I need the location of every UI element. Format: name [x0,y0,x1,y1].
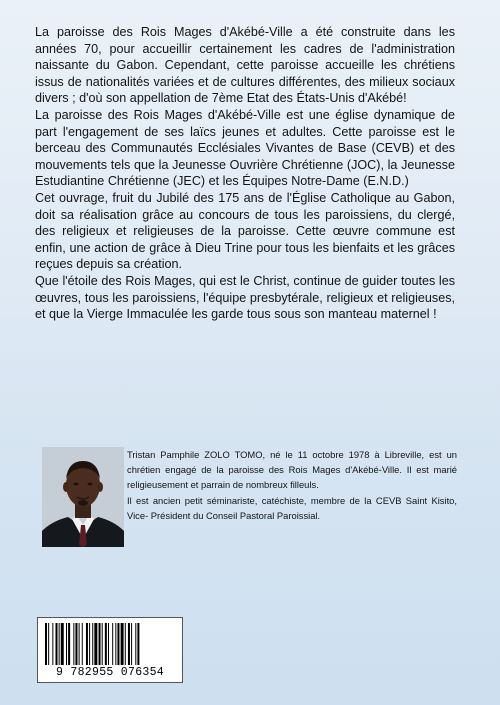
barcode-bar [59,623,60,665]
isbn-barcode [37,617,183,683]
barcode-bar [48,623,49,665]
bio-paragraph-1: Tristan Pamphile ZOLO TOMO, né le 11 octobre 1978 à Libreville, est un chrétien engagé de la paroisse des Rois Mages d'Akébé-Ville. Il est marié religieusement et parrain de nombreux filleuls. [127,449,457,491]
barcode-bar [45,623,47,665]
barcode-bar [61,623,64,665]
barcode-bar [52,623,53,665]
barcode-digits: 9 782955 076354 [55,666,165,679]
paragraph-jubilee: Cet ouvrage, fruit du Jubilé des 175 ans de l'Église Catholique au Gabon, doit sa réalisation grâce au concours de tous les paroissiens, du clergé, des religieux et religieuses de la paroisse. Cette œuvre commune est enfin, une action de grâce à Dieu Trine pour tous les bienfaits et les grâces reçues depuis sa création. [35,190,455,272]
barcode-bar [125,623,126,665]
barcode-bar [105,623,107,665]
barcode-bar [121,623,124,665]
author-photo [42,447,124,547]
barcode-bar [112,623,113,665]
barcode-bar [79,623,80,665]
barcode-bar [82,623,83,665]
barcode-bar [135,623,136,665]
author-bio [127,447,457,523]
bio-paragraph-2: Il est ancien petit séminariste, catéchiste, membre de la CEVB Saint Kisito, Vice- Président du Conseil Pastoral Paroissial. [127,494,457,521]
barcode-bar [66,623,67,665]
barcode-bar [94,623,97,665]
paragraph-intro: La paroisse des Rois Mages d'Akébé-Ville a été construite dans les années 70, pour accueillir certainement les cadres de l'administration naissante du Gabon. Cependant, cette paroisse accueille les chrétiens issus de nationalités variées et de cultures différentes, des milieux sociaux divers ; d'où son appellation de 7ème Etat des États-Unis d'Akébé! [35,25,455,106]
portrait-icon [42,447,124,547]
paragraph-dynamic-church: La paroisse des Rois Mages d'Akébé-Ville est une église dynamique de part l'engagement de ses laïcs jeunes et adultes. Cette paroisse est le berceau des Communautés Ecclésiales Vivantes de Base (CEVB) et des mouvements tels que la Jeunesse Ouvrière Chrétienne (JOC), la Jeunesse Estudiantine Chrétienne (JEC) et les Équipes Notre-Dame (E.N.D.) [35,107,455,189]
barcode-bar [86,623,88,665]
barcode-bar [137,623,139,665]
barcode-icon [44,623,176,665]
barcode-bar [89,623,90,665]
barcode-bar [75,623,77,665]
barcode-bar [102,623,103,665]
barcode-bar [117,623,119,665]
paragraph-blessing: Que l'étoile des Rois Mages, qui est le Christ, continue de guider toutes les œuvres, tous les paroissiens, l'équipe presbytérale, religieux et religieuses, et que la Vierge Immaculée les garde tous sous son manteau maternel ! [35,273,455,322]
barcode-bar [99,623,101,665]
barcode-bar [68,623,70,665]
barcode-bar [56,623,58,665]
barcode-bar [73,623,74,665]
barcode-bar [92,623,93,665]
barcode-bar [131,623,132,665]
barcode-bar [128,623,130,665]
barcode-bar [115,623,116,665]
back-cover-text [35,24,455,323]
barcode-bar [108,623,109,665]
